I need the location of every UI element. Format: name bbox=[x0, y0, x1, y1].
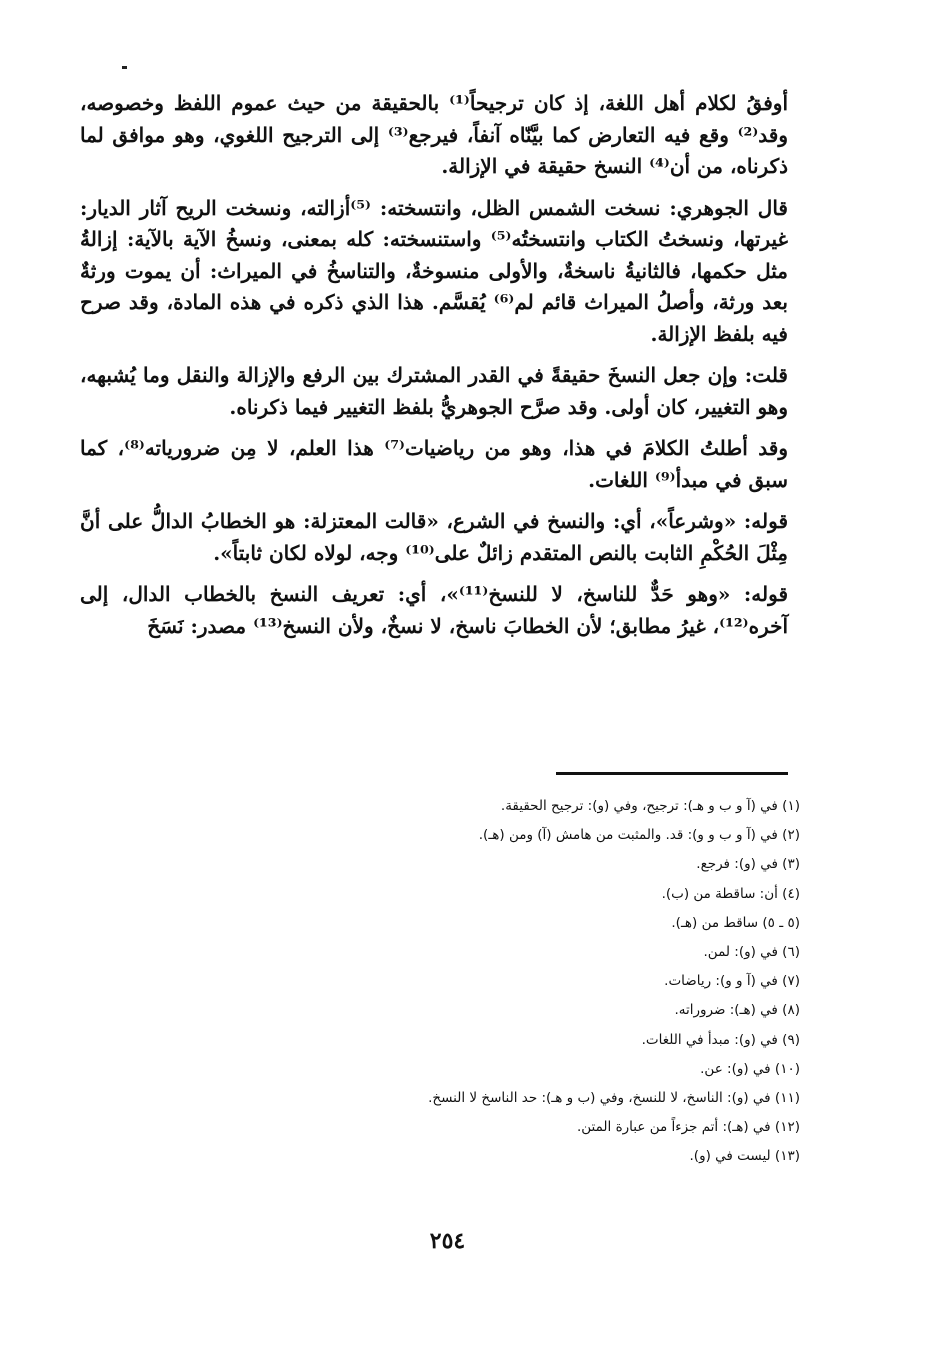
paragraph-1: أوفقُ لكلام أهل اللغة، إذ كان ترجيحاً⁽¹⁾ بالحقيقة من حيث عموم اللفظ وخصوصه، وقد⁽²⁾ وقع فيه التعارض كما بيَّنّاه آنفاً، فيرجع⁽³⁾ إلى الترجيح اللغوي، وهو موافق لما ذكرناه، من أن⁽⁴⁾ النسخ حقيقة في الإزالة. bbox=[80, 91, 788, 178]
footnote: (٧) في (آ و و): رياضات. bbox=[664, 973, 800, 990]
main-text bbox=[80, 88, 788, 652]
paragraph-3: قلت: وإن جعل النسخَ حقيقةً في القدر المشترك بين الرفع والإزالة والنقل وما يُشبهه، وهو التغيير، كان أولى. وقد صرَّح الجوهريُّ بلفظ التغيير فيما ذكرناه. bbox=[80, 363, 788, 419]
paragraph-2: قال الجوهري: نسخت الشمس الظل، وانتسخته: ⁽⁵⁾أزالته، ونسخت الريح آثار الديار: غيرتها، ونسختُ الكتاب وانتسختُه⁽⁵⁾ واستنسخته: كله بمعنى، ونسخُ الآية بالآية: إزالةُ مثل حكمها، فالثانيةُ ناسخةٌ، والأولى منسوخةٌ، والتناسخُ في الميراث: أن يموت ورثةٌ بعد ورثة، وأصلُ الميراث قائم لم⁽⁶⁾ يُقسَّم. هذا الذي ذكره في هذه المادة، وقد صرح فيه بلفظ الإزالة. bbox=[80, 195, 789, 346]
footnote: (٦) في (و): لمن. bbox=[703, 944, 800, 961]
paragraph-5: قوله: «وشرعاً»، أي: والنسخ في الشرع، «قالت المعتزلة: هو الخطابُ الدالُّ على أنَّ مِثْلَ الحُكْمِ الثابت بالنص المتقدم زائلٌ على⁽¹⁰⁾ وجه، لولاه لكان ثابتاً». bbox=[80, 509, 788, 565]
footnote: (٩) في (و): مبدأ في اللغات. bbox=[641, 1031, 800, 1048]
paragraph-6: قوله: «وهو حَدٌّ للناسخ، لا للنسخ⁽¹¹⁾»، أي: تعريف النسخ بالخطاب الدال، إلى آخره⁽¹²⁾، غيرُ مطابق؛ لأن الخطابَ ناسخ، لا نسخٌ، ولأن النسخ⁽¹³⁾ مصدر: نَسَخَ bbox=[80, 582, 789, 638]
footnote: (٣) في (و): فرجع. bbox=[696, 856, 800, 873]
footnote-separator bbox=[556, 772, 788, 775]
page-number: ٢٥٤ bbox=[429, 1228, 466, 1254]
footnotes bbox=[260, 792, 800, 1172]
ink-speck bbox=[122, 66, 127, 69]
footnote: (٨) في (هـ): ضروراته. bbox=[674, 1002, 800, 1019]
footnote: (١٢) في (هـ): أتم جزءاً من عبارة المتن. bbox=[576, 1119, 800, 1136]
footnote: (١٠) في (و): عن. bbox=[700, 1060, 800, 1077]
footnote: (١١) في (و): الناسخ، لا للنسخ، وفي (ب و هـ): حد الناسخ لا النسخ. bbox=[428, 1090, 800, 1107]
footnote: (١) في (آ و ب و هـ): ترجيح، وفي (و): ترجيح الحقيقة. bbox=[500, 798, 800, 814]
footnote: (٢) في (آ و ب و و): قد. والمثبت من هامش (آ) ومن (هـ). bbox=[478, 827, 800, 844]
footnote: (٥ ـ ٥) ساقط من (هـ). bbox=[671, 914, 800, 931]
footnote: (١٣) ليست في (و). bbox=[689, 1148, 800, 1165]
paragraph-4: وقد أطلتُ الكلامَ في هذا، وهو من رياضيات⁽⁷⁾ هذا العلم، لا مِن ضرورياته⁽⁸⁾، كما سبق في مبدأ⁽⁹⁾ اللغات. bbox=[80, 436, 788, 492]
footnote: (٤) أن: ساقطة من (ب). bbox=[661, 885, 800, 902]
